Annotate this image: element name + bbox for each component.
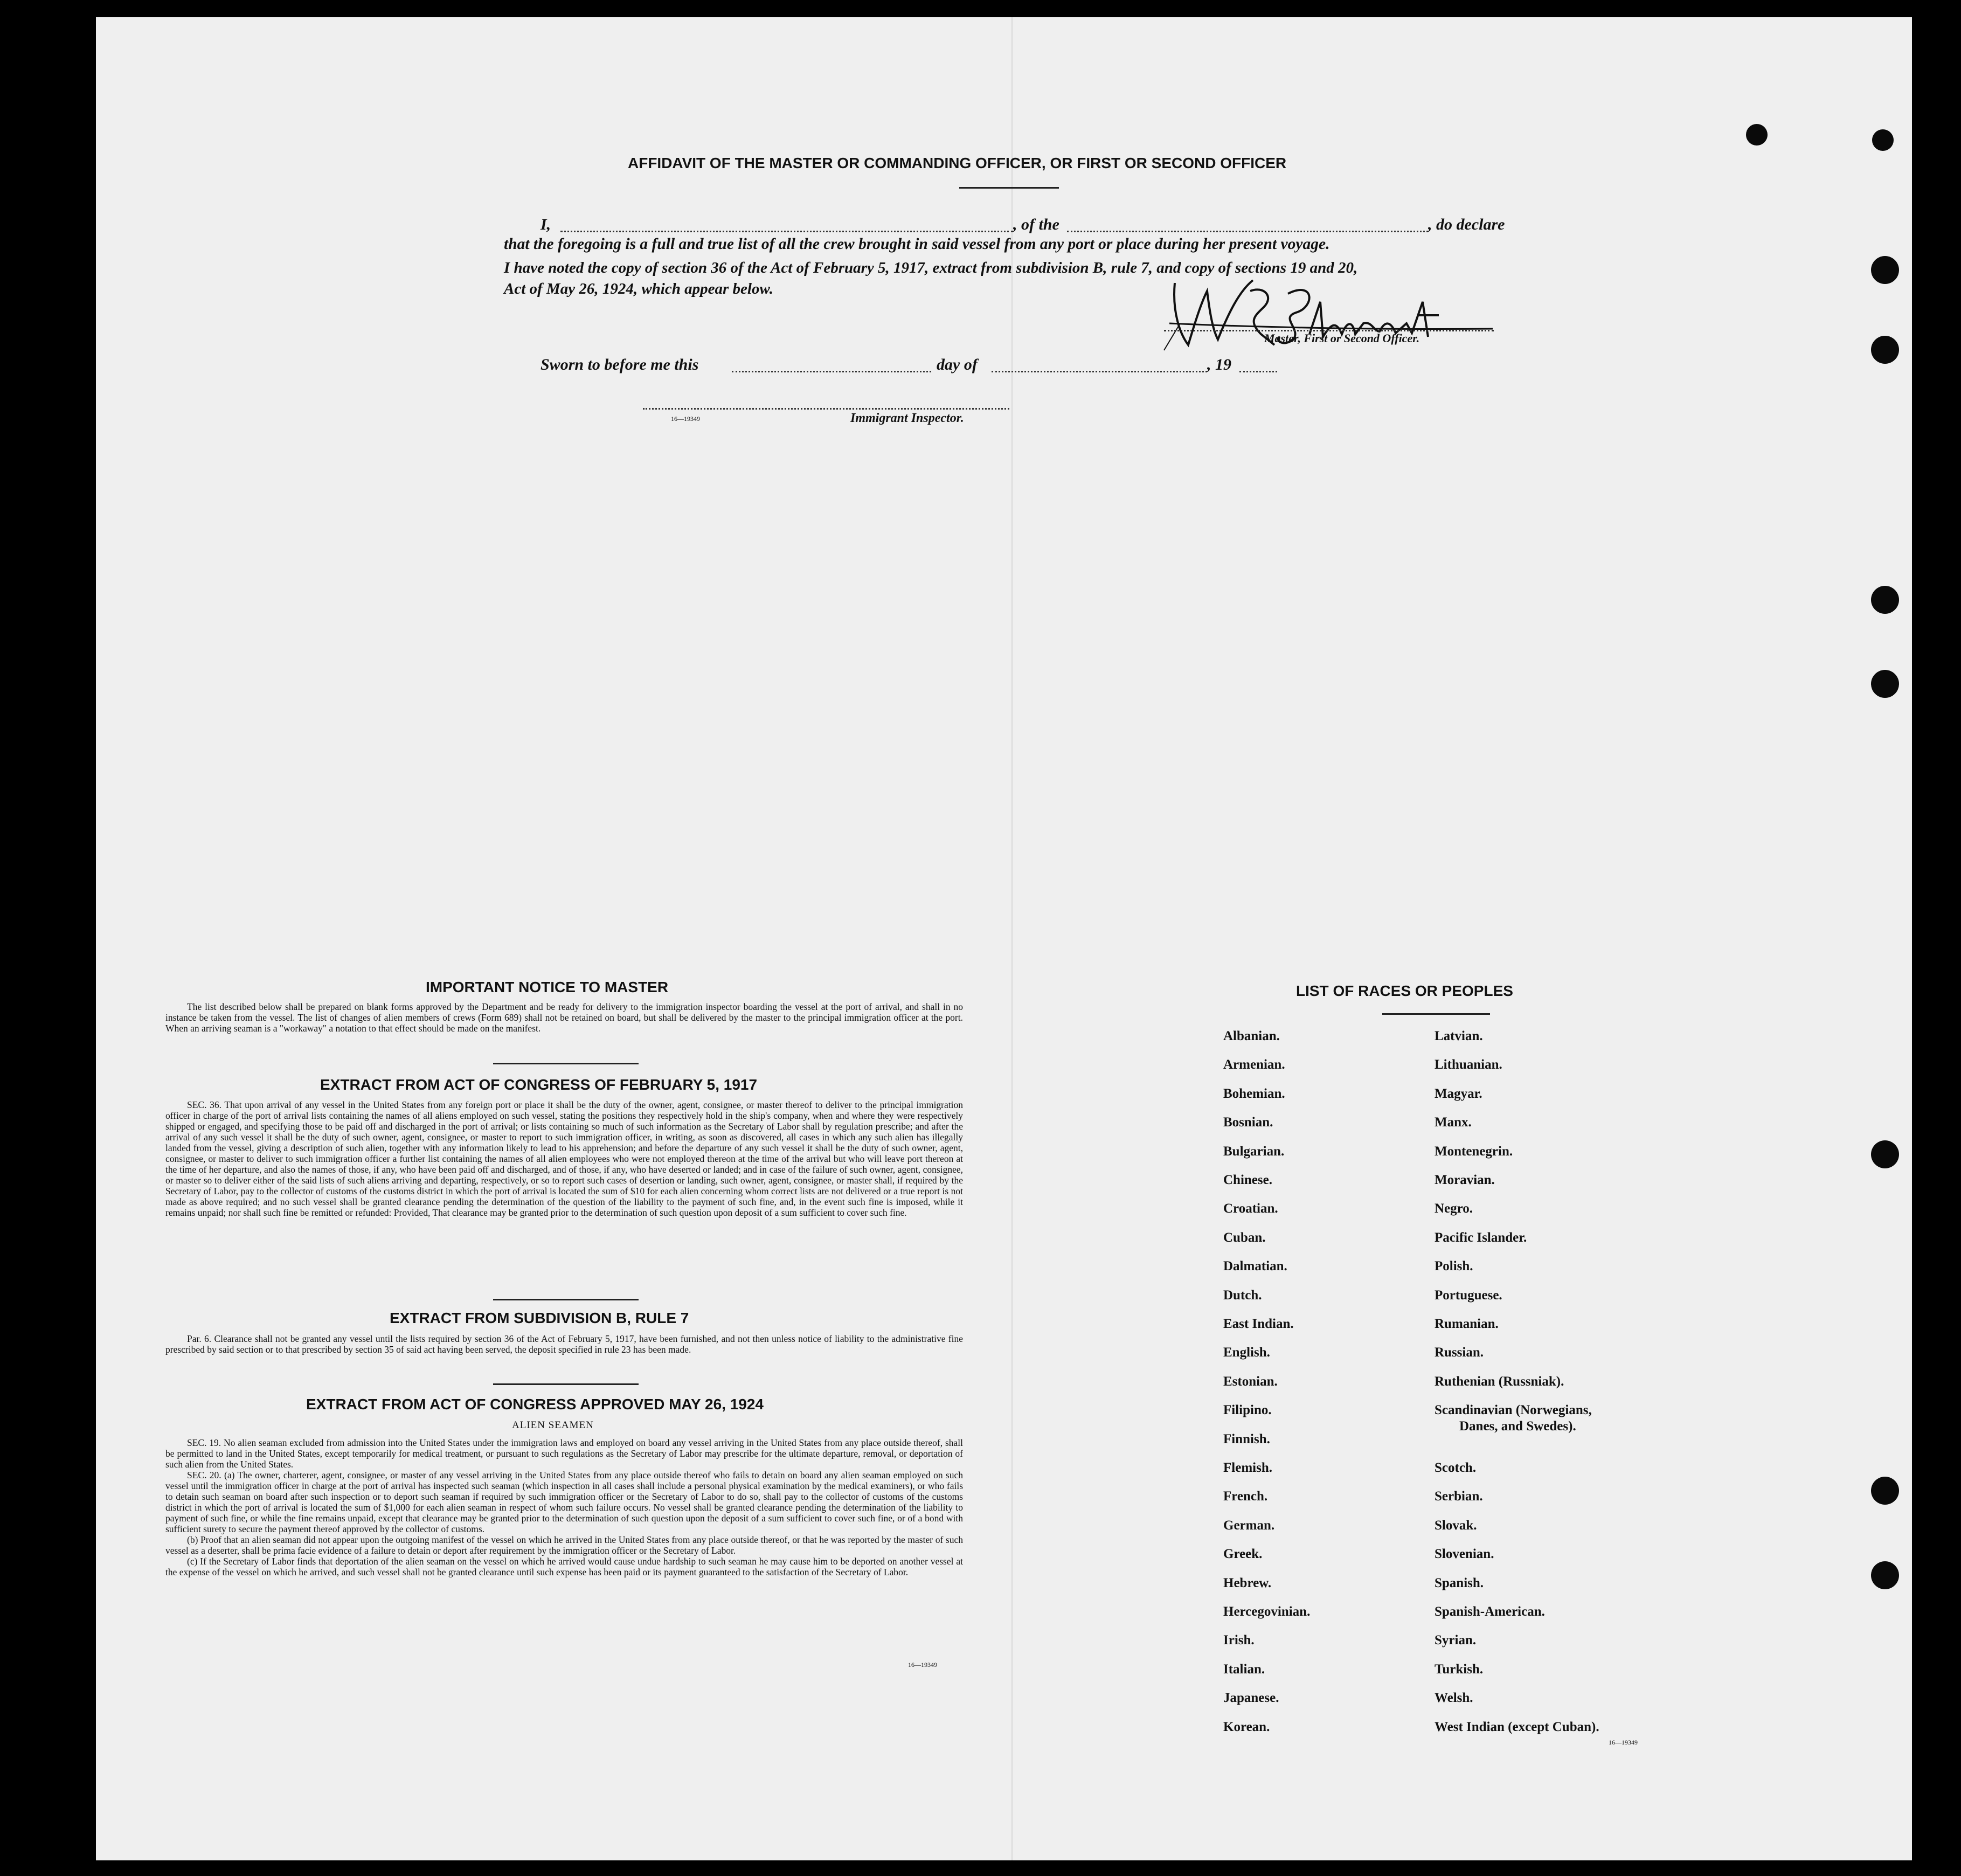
race-item: Slovenian. bbox=[1435, 1547, 1494, 1561]
sworn-month-line bbox=[992, 371, 1207, 372]
race-item: English. bbox=[1223, 1345, 1270, 1360]
race-item: East Indian. bbox=[1223, 1317, 1294, 1331]
race-item: Portuguese. bbox=[1435, 1288, 1502, 1303]
affidavit-line2: that the foregoing is a full and true list of all the crew brought in said vessel from any port or place during her present voyage. bbox=[504, 236, 1330, 253]
section-rule bbox=[493, 1383, 639, 1385]
race-item: Bulgarian. bbox=[1223, 1144, 1285, 1159]
affidavit-i: I, bbox=[541, 216, 551, 233]
race-item: Syrian. bbox=[1435, 1633, 1477, 1647]
affidavit-form-number: 16—19349 bbox=[671, 415, 700, 423]
section-rule bbox=[493, 1063, 639, 1064]
name-field-line bbox=[560, 231, 1013, 232]
sworn-day-line bbox=[732, 371, 931, 372]
race-item: Armenian. bbox=[1223, 1057, 1285, 1072]
alien-seamen-subheading: ALIEN SEAMEN bbox=[512, 1420, 594, 1431]
subdivision-heading: EXTRACT FROM SUBDIVISION B, RULE 7 bbox=[390, 1310, 689, 1326]
sec20c-paragraph: (c) If the Secretary of Labor finds that deportation of the alien seaman on the vessel on which he arrived would cause undue hardship to such seaman he may cause him to be deported on another vessel at the expense of the vessel on which he arrived, and such vessel shall not be granted clearance until such expense has been paid or its payment guaranteed to the satisfaction of the Secretary of Labor. bbox=[165, 1556, 963, 1577]
race-item: Irish. bbox=[1223, 1633, 1255, 1647]
race-item: Spanish-American. bbox=[1435, 1604, 1545, 1619]
inspector-label: Immigrant Inspector. bbox=[850, 411, 964, 425]
heading-rule bbox=[959, 187, 1059, 189]
race-item: Montenegrin. bbox=[1435, 1144, 1513, 1159]
races-heading: LIST OF RACES OR PEOPLES bbox=[1296, 982, 1513, 999]
race-item: West Indian (except Cuban). bbox=[1435, 1720, 1599, 1734]
punch-hole bbox=[1746, 124, 1768, 146]
extract-1917-heading: EXTRACT FROM ACT OF CONGRESS OF FEBRUARY 5, 1917 bbox=[320, 1076, 758, 1093]
race-item: Pacific Islander. bbox=[1435, 1230, 1527, 1245]
extract-1924-text bbox=[165, 1437, 963, 1577]
page-fold bbox=[1011, 17, 1013, 1860]
sec19-paragraph: SEC. 19. No alien seaman excluded from admission into the United States under the immigration laws and employed on board any vessel arriving in the United States from any place outside thereof, shall be permitted to land in the United States, except temporarily for medical treatment, or pursuant to such regulations as the Secretary of Labor may prescribe for the ultimate departure, removal, or deportation of such alien from the United States. bbox=[165, 1437, 963, 1470]
punch-hole bbox=[1871, 586, 1899, 614]
race-item: French. bbox=[1223, 1489, 1268, 1504]
race-item: Slovak. bbox=[1435, 1518, 1477, 1533]
sec36-paragraph: SEC. 36. That upon arrival of any vessel in the United States from any foreign port or place it shall be the duty of the owner, agent, consignee, or master thereof to deliver to the principal immigration officer in charge of the port of arrival lists containing the names of all aliens employed on such vessel, stating the positions they respectively hold in the ship's company, when and where they were respectively shipped or engaged, and specifying those to be paid off and discharged in the port of arrival; or lists containing so much of such information as the Secretary of Labor shall by regulation prescribe; and after the arrival of any such vessel it shall be the duty of such owner, agent, consignee, or master to report to such immigration officer, in writing, as soon as discovered, all cases in which any such alien has illegally landed from the vessel, giving a description of such alien, together with any information likely to lead to his apprehension; and before the departure of any such vessel it shall be the duty of such owner, agent, consignee, or master to deliver to such immigration officer a further list containing the names of all alien employees who were not employed thereon at the time of the arrival but who will leave port thereon at the time of her departure, and also the names of those, if any, who have been paid off and discharged, and of those, if any, who have deserted or landed; and in case of the failure of such owner, agent, consignee, or master so to deliver either of the said lists of such aliens arriving and departing, respectively, or so to report such cases of desertion or landing, such owner, agent, consignee, or master shall, if required by the Secretary of Labor, pay to the collector of customs of the customs district in which the port of arrival is located the sum of $10 for each alien concerning whom correct lists are not delivered or a true report is not made as above required; and no such vessel shall be granted clearance pending the determination of the question of the liability to the payment of such fine, and, in the event such fine is imposed, while it remains unpaid; nor shall such fine be remitted or refunded: Provided, That clearance may be granted prior to the determination of such question upon deposit of a sum sufficient to cover such fine. bbox=[165, 1099, 963, 1218]
race-item: Italian. bbox=[1223, 1662, 1265, 1677]
race-item: Korean. bbox=[1223, 1720, 1270, 1734]
day-of-label: day of bbox=[937, 356, 978, 373]
sec20a-paragraph: SEC. 20. (a) The owner, charterer, agent, consignee, or master of any vessel arriving in the United States from any place outside thereof who fails to detain on board any alien seaman employed on such vessel until the immigration officer in charge at the port of arrival has inspected such seaman (which inspection in all cases shall include a personal physical examination by the medical examiners), or who fails to detain such seaman on board after such inspection or to deport such seaman if required by such immigration officer or the Secretary of Labor to do so, shall pay to the collector of customs of the customs district in which the port of arrival is located the sum of $1,000 for each alien seaman in respect of whom such failure occurs. No vessel shall be granted clearance pending the determination of the liability to payment of such fine, or while the fine remains unpaid, except that clearance may be granted prior to the determination of such question upon the deposit of a sum sufficient to cover such fine, or of a bond with sufficient surety to secure the payment thereof approved by the collector of customs. bbox=[165, 1470, 963, 1534]
punch-hole bbox=[1871, 1140, 1899, 1168]
affidavit-line4: Act of May 26, 1924, which appear below. bbox=[504, 280, 773, 297]
race-item: Estonian. bbox=[1223, 1374, 1278, 1389]
race-item: Bohemian. bbox=[1223, 1086, 1285, 1101]
punch-hole bbox=[1871, 336, 1899, 364]
punch-hole bbox=[1871, 1477, 1899, 1505]
race-item: German. bbox=[1223, 1518, 1275, 1533]
extract-1917-text bbox=[165, 1099, 963, 1218]
race-item: Scotch. bbox=[1435, 1460, 1477, 1475]
race-item: Lithuanian. bbox=[1435, 1057, 1502, 1072]
race-item: Croatian. bbox=[1223, 1201, 1278, 1216]
race-item: Latvian. bbox=[1435, 1029, 1483, 1043]
notice-paragraph: The list described below shall be prepared on blank forms approved by the Department and be ready for delivery to the immigration inspector boarding the vessel at the port of arrival, and shall in no instance be taken from the vessel. The list of changes of alien members of crews (Form 689) shall not be retained on board, but shall be delivered by the master to the principal immigration officer at the port. When an arriving seaman is a "workaway" a notation to that effect should be made on the manifest. bbox=[165, 1001, 963, 1034]
race-item: Flemish. bbox=[1223, 1460, 1272, 1475]
races-form-number: 16—19349 bbox=[1609, 1739, 1638, 1746]
subdivision-text bbox=[165, 1333, 963, 1355]
extract-1924-heading: EXTRACT FROM ACT OF CONGRESS APPROVED MAY 26, 1924 bbox=[306, 1396, 764, 1413]
punch-hole bbox=[1871, 670, 1899, 698]
race-item: Manx. bbox=[1435, 1115, 1472, 1130]
races-rule bbox=[1382, 1013, 1490, 1015]
race-item: Polish. bbox=[1435, 1259, 1473, 1273]
sworn-label: Sworn to before me this bbox=[541, 356, 699, 373]
race-item: Japanese. bbox=[1223, 1691, 1279, 1705]
notice-text bbox=[165, 1001, 963, 1034]
vessel-field-line bbox=[1067, 231, 1428, 232]
race-item: Negro. bbox=[1435, 1201, 1473, 1216]
race-item: Cuban. bbox=[1223, 1230, 1266, 1245]
race-item: Turkish. bbox=[1435, 1662, 1484, 1677]
race-item: Dutch. bbox=[1223, 1288, 1262, 1303]
race-item: Bosnian. bbox=[1223, 1115, 1273, 1130]
year-label: , 19 bbox=[1207, 356, 1231, 373]
race-item: Serbian. bbox=[1435, 1489, 1483, 1504]
race-item: Greek. bbox=[1223, 1547, 1263, 1561]
punch-hole bbox=[1872, 129, 1894, 151]
inspector-signature-line bbox=[643, 408, 1009, 410]
par6-paragraph: Par. 6. Clearance shall not be granted any vessel until the lists required by section 36 of the Act of February 5, 1917, have been furnished, and not then unless notice of liability to the administrative fine prescribed by said section or to that prescribed by section 35 of said act having been served, the deposit specified in rule 23 has been made. bbox=[165, 1333, 963, 1355]
punch-hole bbox=[1871, 256, 1899, 284]
race-item: Dalmatian. bbox=[1223, 1259, 1287, 1273]
race-item: Russian. bbox=[1435, 1345, 1484, 1360]
race-item: Finnish. bbox=[1223, 1432, 1270, 1446]
race-item: Danes, and Swedes). bbox=[1459, 1419, 1576, 1434]
race-item: Hebrew. bbox=[1223, 1576, 1272, 1590]
notice-heading: IMPORTANT NOTICE TO MASTER bbox=[426, 979, 669, 995]
race-item: Magyar. bbox=[1435, 1086, 1482, 1101]
master-signature bbox=[1159, 269, 1503, 361]
race-item: Hercegovinian. bbox=[1223, 1604, 1311, 1619]
extract-form-number: 16—19349 bbox=[908, 1661, 937, 1669]
race-item: Chinese. bbox=[1223, 1173, 1272, 1187]
punch-hole bbox=[1871, 1561, 1899, 1589]
race-item: Filipino. bbox=[1223, 1403, 1272, 1417]
sec20b-paragraph: (b) Proof that an alien seaman did not appear upon the outgoing manifest of the vessel on which he arrived in the United States from any place outside thereof, or that he was reported by the master of such vessel as a deserter, shall be prima facie evidence of a failure to detain or deport after requirement by the immigration officer or the Secretary of Labor. bbox=[165, 1534, 963, 1556]
affidavit-heading: AFFIDAVIT OF THE MASTER OR COMMANDING OFFICER, OR FIRST OR SECOND OFFICER bbox=[628, 155, 1287, 171]
race-item: Spanish. bbox=[1435, 1576, 1484, 1590]
document-sheet bbox=[96, 17, 1912, 1860]
race-item: Rumanian. bbox=[1435, 1317, 1499, 1331]
master-label: Master, First or Second Officer. bbox=[1264, 331, 1420, 345]
race-item: Welsh. bbox=[1435, 1691, 1473, 1705]
affidavit-line3: I have noted the copy of section 36 of the Act of February 5, 1917, extract from subdivision B, rule 7, and copy of sections 19 and 20, bbox=[504, 259, 1358, 276]
affidavit-do-declare: , do declare bbox=[1428, 216, 1505, 233]
race-item: Albanian. bbox=[1223, 1029, 1280, 1043]
race-item: Ruthenian (Russniak). bbox=[1435, 1374, 1564, 1389]
affidavit-of-the: , of the bbox=[1013, 216, 1059, 233]
race-item: Moravian. bbox=[1435, 1173, 1495, 1187]
section-rule bbox=[493, 1299, 639, 1300]
race-item: Scandinavian (Norwegians, bbox=[1435, 1403, 1592, 1417]
year-line bbox=[1239, 371, 1277, 372]
